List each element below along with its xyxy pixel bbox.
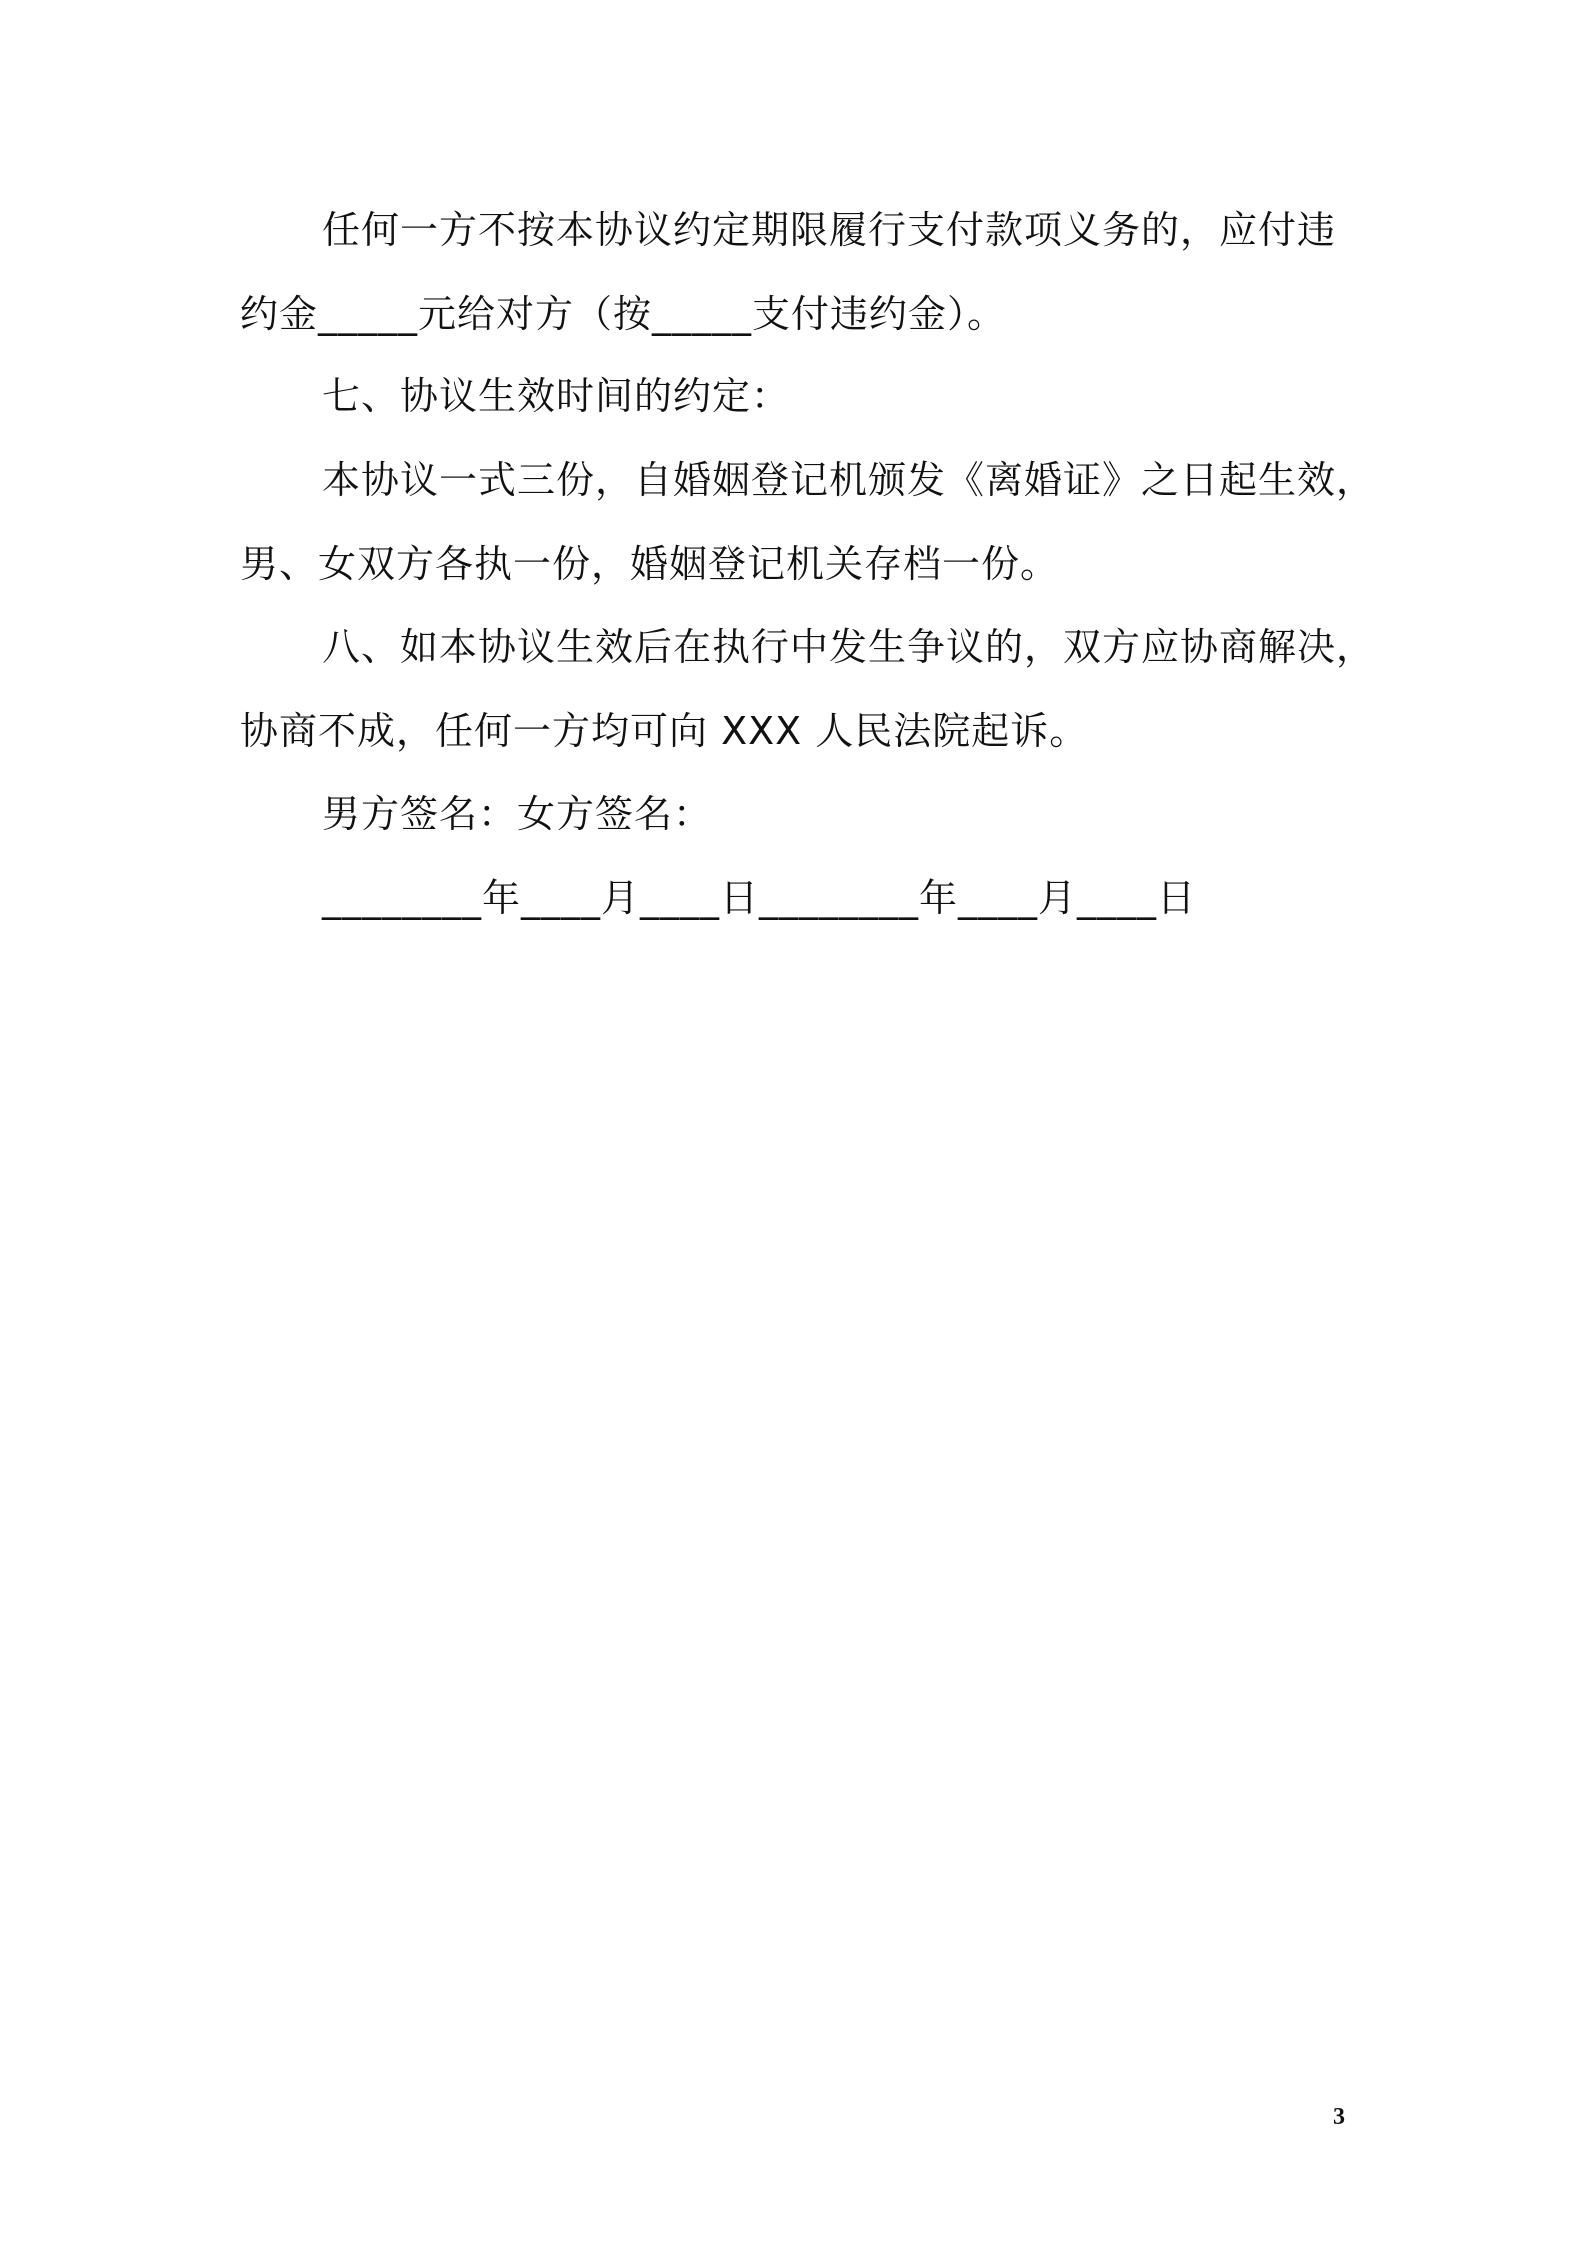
page-number: 3 <box>1333 2104 1345 2130</box>
paragraph-penalty-line-1: 任何一方不按本协议约定期限履行支付款项义务的，应付违 <box>322 208 1337 252</box>
paragraph-dispute-line-2: 协商不成，任何一方均可向 XXX 人民法院起诉。 <box>240 709 1089 753</box>
signature-labels: 男方签名：女方签名： <box>322 792 713 836</box>
paragraph-dispute-line-1: 八、如本协议生效后在执行中发生争议的，双方应协商解决， <box>322 625 1376 669</box>
signature-date-blanks: ________年____月____日________年____月____日 <box>322 876 1197 920</box>
paragraph-penalty-line-2: 约金_____元给对方（按_____支付违约金）。 <box>240 292 1007 336</box>
paragraph-copies-line-2: 男、女双方各执一份，婚姻登记机关存档一份。 <box>240 542 1060 586</box>
paragraph-copies-line-1: 本协议一式三份，自婚姻登记机颁发《离婚证》之日起生效， <box>322 458 1376 502</box>
section-heading-effective-time: 七、协议生效时间的约定： <box>322 374 791 418</box>
